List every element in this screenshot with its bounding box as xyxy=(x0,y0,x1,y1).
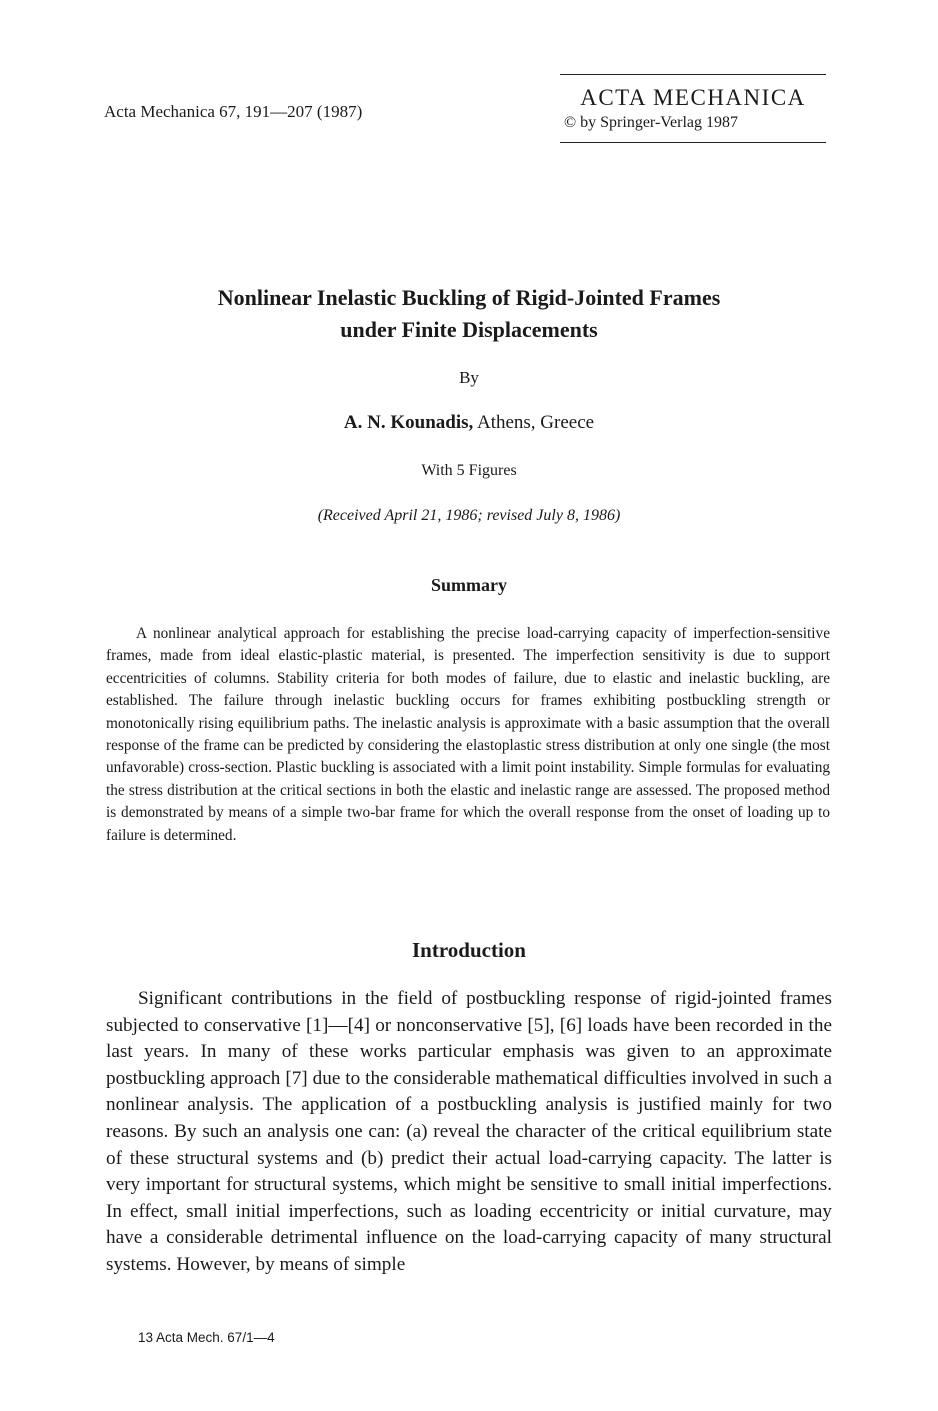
masthead-top-rule xyxy=(560,74,826,75)
journal-masthead xyxy=(560,74,826,143)
masthead-bottom-rule xyxy=(560,142,826,143)
author-name: A. N. Kounadis, xyxy=(343,412,474,433)
introduction-paragraph: Significant contributions in the field of postbuckling response of rigid-jointed frames subjected to conservative [1]—[4] or nonconservative [5], [6] loads have been recorded in the last years. In many of these works particular emphasis was given to an approximate postbuckling approach [7] due to the considerable mathematical difficulties involved in such a nonlinear analysis. The application of a postbuckling analysis is justified mainly for two reasons. By such an analysis one can: (a) reveal the character of the critical equilibrium state of these structural systems and (b) predict their actual load-carrying capacity. The latter is very important for structural systems, which might be sensitive to small initial imperfections. In effect, small initial imperfections, such as loading eccentricity or initial curvature, may have a considerable detrimental influence on the load-carrying capacity of many structural systems. However, by means of simple xyxy=(106,988,832,1275)
introduction-heading: Introduction xyxy=(412,938,526,962)
byline-label: By xyxy=(459,368,479,387)
title-line-2: under Finite Displacements xyxy=(340,317,598,342)
page-footer: 13 Acta Mech. 67/1—4 xyxy=(138,1330,275,1345)
journal-citation: Acta Mechanica 67, 191—207 (1987) xyxy=(104,102,363,121)
received-dates: (Received April 21, 1986; revised July 8, 1986) xyxy=(317,507,621,524)
summary-paragraph: A nonlinear analytical approach for establishing the precise load-carrying capacity of imperfection-sensitive frames, made from ideal elastic-plastic material, is presented. The imperfection sensitivity is due to support eccentricities of columns. Stability criteria for both modes of failure, due to elastic and inelastic buckling, are established. The failure through inelastic buckling occurs for frames exhibiting postbuckling strength or monotonically rising equilibrium paths. The inelastic analysis is approximate with a basic assumption that the overall response of the frame can be predicted by considering the elastoplastic stress distribution at only one single (the most unfavorable) cross-section. Plastic buckling is associated with a limit point instability. Simple formulas for evaluating the stress distribution at the critical sections in both the elastic and inelastic range are assessed. The proposed method is demonstrated by means of a simple two-bar frame for which the overall response from the onset of loading up to failure is determined. xyxy=(106,625,830,844)
author-line xyxy=(0,412,938,434)
article-title xyxy=(0,282,938,346)
title-line-1: Nonlinear Inelastic Buckling of Rigid-Jointed Frames xyxy=(217,285,721,310)
figures-note: With 5 Figures xyxy=(421,462,517,479)
summary-heading: Summary xyxy=(431,575,507,595)
journal-name: ACTA MECHANICA xyxy=(580,85,806,110)
copyright-notice: © by Springer-Verlag 1987 xyxy=(564,114,739,131)
author-location: Athens, Greece xyxy=(473,412,595,433)
